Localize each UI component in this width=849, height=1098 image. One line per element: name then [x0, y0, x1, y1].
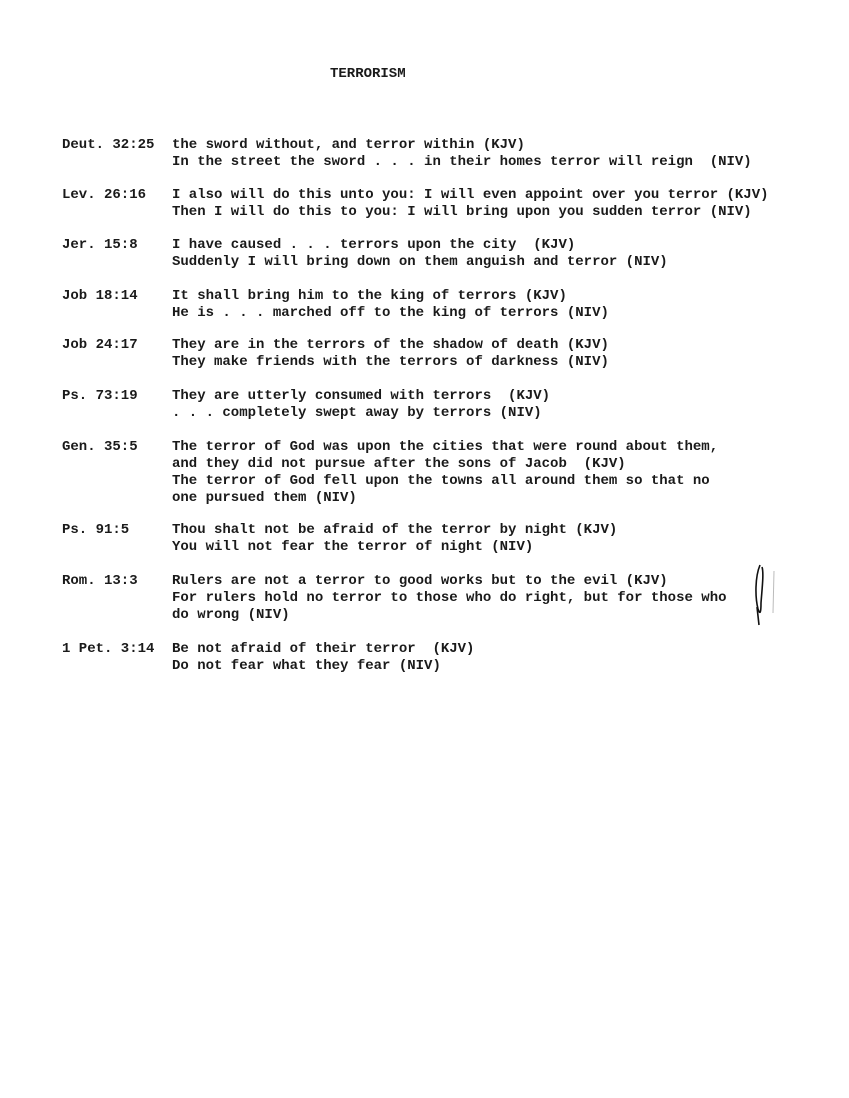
- verse-reference: Ps. 91:5: [62, 522, 130, 538]
- verse-reference: Lev. 26:16: [62, 187, 147, 203]
- verse-line: Then I will do this to you: I will bring upon you sudden terror (NIV): [172, 204, 752, 220]
- verse-line: You will not fear the terror of night (NIV): [172, 539, 534, 555]
- verse-reference: Rom. 13:3: [62, 573, 138, 589]
- verse-line: I also will do this unto you: I will even appoint over you terror (KJV): [172, 187, 769, 203]
- verse-line: For rulers hold no terror to those who do right, but for those who: [172, 590, 727, 606]
- verse-line: They are utterly consumed with terrors (KJV): [172, 388, 551, 404]
- verse-line: He is . . . marched off to the king of terrors (NIV): [172, 305, 609, 321]
- verse-line: In the street the sword . . . in their homes terror will reign (NIV): [172, 154, 752, 170]
- verse-line: They are in the terrors of the shadow of death (KJV): [172, 337, 609, 353]
- verse-line: I have caused . . . terrors upon the city (KJV): [172, 237, 576, 253]
- verse-line: It shall bring him to the king of terrors (KJV): [172, 288, 567, 304]
- verse-line: Be not afraid of their terror (KJV): [172, 641, 475, 657]
- verse-line: Suddenly I will bring down on them anguish and terror (NIV): [172, 254, 668, 270]
- verse-line: do wrong (NIV): [172, 607, 290, 623]
- verse-reference: Deut. 32:25: [62, 137, 155, 153]
- verse-line: . . . completely swept away by terrors (NIV): [172, 405, 542, 421]
- verse-line: The terror of God was upon the cities that were round about them,: [172, 439, 719, 455]
- verse-line: Do not fear what they fear (NIV): [172, 658, 441, 674]
- verse-reference: Job 18:14: [62, 288, 138, 304]
- verse-line: The terror of God fell upon the towns all around them so that no: [172, 473, 710, 489]
- verse-line: They make friends with the terrors of darkness (NIV): [172, 354, 609, 370]
- verse-reference: Jer. 15:8: [62, 237, 138, 253]
- verse-line: Thou shalt not be afraid of the terror by night (KJV): [172, 522, 618, 538]
- verse-line: and they did not pursue after the sons of Jacob (KJV): [172, 456, 626, 472]
- verse-reference: Ps. 73:19: [62, 388, 138, 404]
- verse-reference: Gen. 35:5: [62, 439, 138, 455]
- page-title: TERRORISM: [330, 66, 406, 82]
- verse-reference: 1 Pet. 3:14: [62, 641, 155, 657]
- verse-line: one pursued them (NIV): [172, 490, 357, 506]
- handwritten-margin-mark: [752, 563, 782, 627]
- verse-line: Rulers are not a terror to good works but to the evil (KJV): [172, 573, 668, 589]
- verse-reference: Job 24:17: [62, 337, 138, 353]
- verse-line: the sword without, and terror within (KJV): [172, 137, 525, 153]
